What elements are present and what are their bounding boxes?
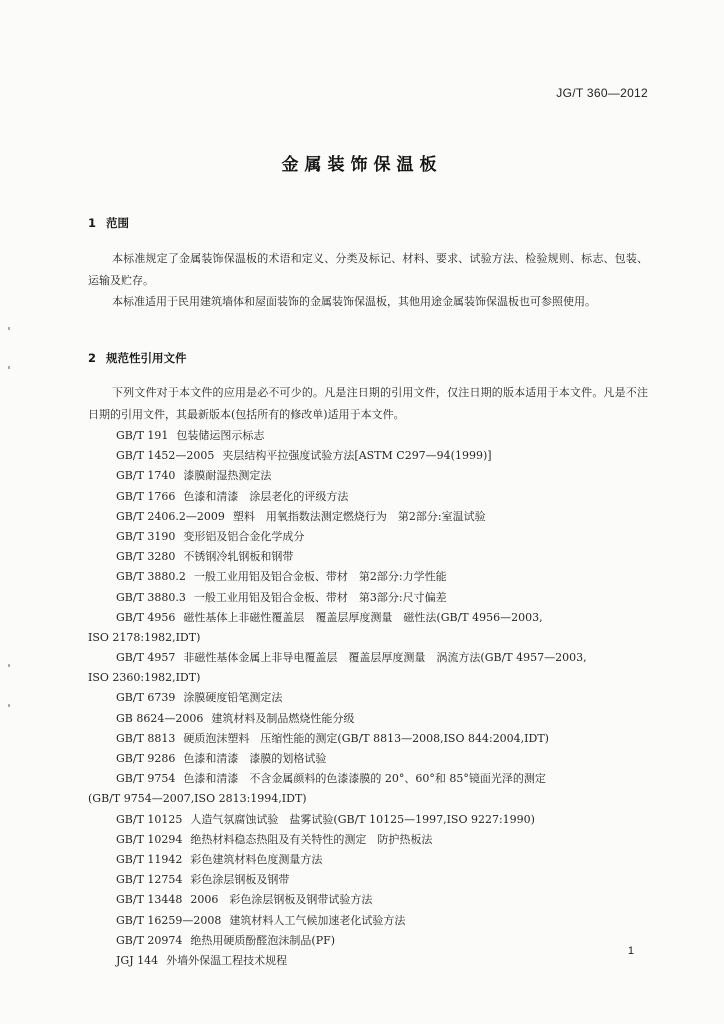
document-title: 金属装饰保温板 bbox=[281, 155, 443, 175]
reference-item-continuation: ISO 2178:1982,IDT) bbox=[88, 630, 201, 644]
reference-item: GB/T 1452—2005 夹层结构平拉强度试验方法[ASTM C297—94(1999)] bbox=[116, 449, 492, 463]
reference-item: GB/T 4957 非磁性基体金属上非导电覆盖层 覆盖层厚度测量 涡流方法(GB/T 4957—2003, bbox=[116, 651, 587, 665]
scan-artifact bbox=[8, 664, 10, 667]
reference-item: GB/T 20974 绝热用硬质酚醛泡沫制品(PF) bbox=[116, 933, 336, 947]
reference-item: JGJ 144 外墙外保温工程技术规程 bbox=[116, 953, 288, 967]
section-2-number: 2 bbox=[88, 351, 97, 365]
section-1-heading bbox=[88, 215, 129, 231]
section-2-heading bbox=[88, 350, 187, 366]
scan-artifact bbox=[8, 704, 10, 707]
reference-item: GB/T 1766 色漆和清漆 涂层老化的评级方法 bbox=[116, 489, 349, 503]
reference-item: GB/T 10294 绝热材料稳态热阻及有关特性的测定 防护热板法 bbox=[116, 832, 433, 846]
reference-item: GB/T 6739 涂膜硬度铅笔测定法 bbox=[116, 691, 283, 705]
reference-item-continuation: (GB/T 9754—2007,ISO 2813:1994,IDT) bbox=[88, 792, 307, 806]
standard-code: JG/T 360—2012 bbox=[556, 86, 648, 100]
section-1-paragraph-1: 本标准规定了金属装饰保温板的术语和定义、分类及标记、材料、要求、试验方法、检验规则、标志、包装、运输及贮存。 bbox=[88, 252, 648, 287]
reference-item: GB/T 9286 色漆和清漆 漆膜的划格试验 bbox=[116, 752, 327, 765]
section-1-paragraph-2: 本标准适用于民用建筑墙体和屋面装饰的金属装饰保温板，其他用途金属装饰保温板也可参照使用。 bbox=[112, 295, 596, 308]
reference-item: GB/T 13448 2006 彩色涂层钢板及钢带试验方法 bbox=[116, 893, 373, 907]
reference-item: GB/T 8813 硬质泡沫塑料 压缩性能的测定(GB/T 8813—2008,ISO 844:2004,IDT) bbox=[116, 731, 549, 745]
page-number: 1 bbox=[627, 945, 634, 957]
reference-item: GB/T 12754 彩色涂层钢板及钢带 bbox=[116, 873, 290, 887]
section-1-number: 1 bbox=[88, 216, 97, 230]
reference-item-continuation: ISO 2360:1982,IDT) bbox=[88, 671, 201, 685]
reference-item: GB/T 2406.2—2009 塑料 用氧指数法测定燃烧行为 第2部分:室温试验 bbox=[116, 509, 486, 523]
reference-item: GB/T 10125 人造气氛腐蚀试验 盐雾试验(GB/T 10125—1997,ISO 9227:1990) bbox=[116, 812, 535, 826]
reference-item: GB/T 16259—2008 建筑材料人工气候加速老化试验方法 bbox=[116, 913, 406, 927]
reference-item: GB/T 11942 彩色建筑材料色度测量方法 bbox=[116, 852, 323, 866]
reference-item: GB/T 1740 漆膜耐湿热测定法 bbox=[116, 469, 272, 483]
section-2-intro: 下列文件对于本文件的应用是必不可少的。凡是注日期的引用文件，仅注日期的版本适用于本文件。凡是不注日期的引用文件，其最新版本(包括所有的修改单)适用于本文件。 bbox=[88, 386, 648, 421]
reference-item: GB/T 3880.2 一般工业用铝及铝合金板、带材 第2部分:力学性能 bbox=[116, 570, 447, 584]
reference-item: GB/T 191 包装储运图示标志 bbox=[116, 429, 265, 442]
scan-artifact bbox=[8, 327, 10, 330]
scan-artifact bbox=[8, 366, 10, 369]
reference-item: GB/T 4956 磁性基体上非磁性覆盖层 覆盖层厚度测量 磁性法(GB/T 4956—2003, bbox=[116, 610, 543, 624]
reference-item: GB/T 3280 不锈钢冷轧钢板和钢带 bbox=[116, 550, 294, 564]
section-1-title: 范围 bbox=[106, 216, 129, 230]
normative-references-list bbox=[88, 426, 660, 971]
reference-item: GB 8624—2006 建筑材料及制品燃烧性能分级 bbox=[116, 711, 355, 725]
section-2-title: 规范性引用文件 bbox=[106, 351, 187, 365]
reference-item: GB/T 9754 色漆和清漆 不含金属颜料的色漆漆膜的 20°、60°和 85°镜面光泽的测定 bbox=[116, 772, 546, 786]
reference-item: GB/T 3190 变形铝及铝合金化学成分 bbox=[116, 529, 305, 543]
reference-item: GB/T 3880.3 一般工业用铝及铝合金板、带材 第3部分:尺寸偏差 bbox=[116, 590, 447, 604]
